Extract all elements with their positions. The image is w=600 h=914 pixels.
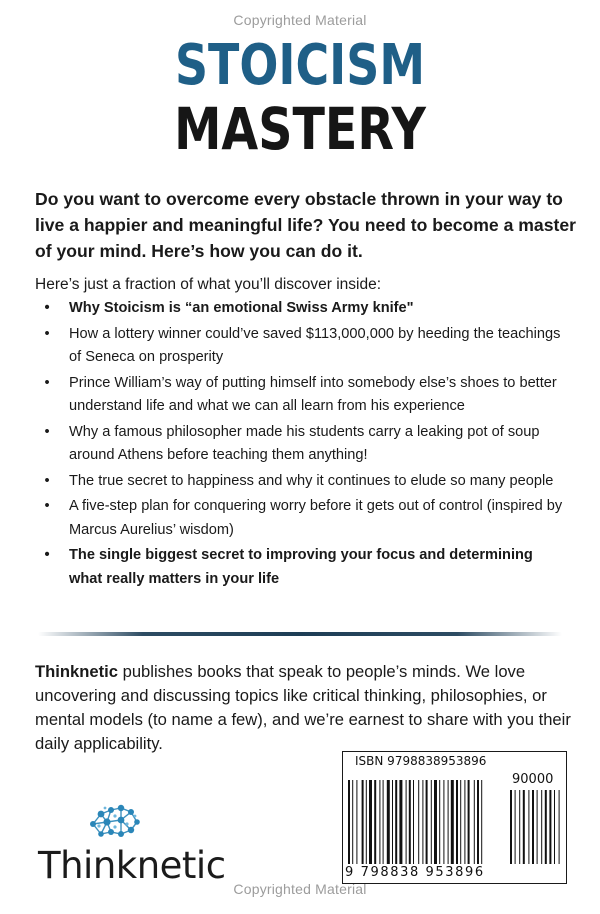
bullet-icon: • — [44, 300, 50, 316]
book-title-line-2: MASTERY — [174, 95, 426, 163]
list-item: • The single biggest secret to improving your focus and determining what really matters in your life — [35, 544, 565, 591]
publisher-description: publishes books that speak to people’s minds. We love uncovering and discussing topics like critical thinking, philosophies, or mental models (to name a few), and we’re earnest to share with you their daily applicability. — [35, 662, 571, 753]
bullet-icon: • — [44, 547, 50, 563]
list-item: • Why Stoicism is “an emotional Swiss Army knife" — [35, 297, 565, 321]
brain-network-icon — [85, 800, 143, 842]
publisher-about — [35, 660, 585, 756]
list-item: • The true secret to happiness and why it continues to elude so many people — [35, 470, 565, 494]
publisher-name: Thinknetic — [35, 662, 118, 681]
intro-paragraph: Do you want to overcome every obstacle thrown in your way to live a happier and meaningful life? You need to become a master of your mind. Here’s how you can do it. — [35, 189, 576, 261]
lead-text: Here’s just a fraction of what you’ll discover inside: — [35, 276, 382, 293]
watermark-top: Copyrighted Material — [233, 12, 367, 28]
bullet-icon: • — [44, 325, 50, 342]
section-divider — [38, 632, 562, 636]
list-item: • Why a famous philosopher made his students carry a leaking pot of soup around Athens before teaching them anything! — [35, 421, 565, 468]
barcode-icon — [348, 770, 562, 866]
isbn-label: ISBN 9798838953896 — [355, 754, 487, 768]
list-item: • A five-step plan for conquering worry before it gets out of control (inspired by Marcus Aurelius’ wisdom) — [35, 495, 565, 542]
bullet-icon: • — [44, 374, 50, 391]
book-title-line-1: STOICISM — [174, 33, 426, 98]
list-item: • Prince William’s way of putting himself into somebody else’s shoes to better understand life and what we can all learn from his experience — [35, 372, 565, 419]
price-code: 90000 — [512, 772, 554, 787]
publisher-logo-wordmark: Thinknetic — [38, 844, 226, 887]
list-item: • How a lottery winner could’ve saved $113,000,000 by heeding the teachings of Seneca on prosperity — [35, 323, 565, 370]
feature-list — [35, 297, 565, 593]
bullet-icon: • — [44, 498, 50, 514]
barcode-digits: 9 798838 953896 — [345, 865, 485, 880]
bullet-icon: • — [44, 423, 50, 440]
bullet-icon: • — [44, 472, 50, 489]
watermark-bottom: Copyrighted Material — [233, 881, 367, 897]
